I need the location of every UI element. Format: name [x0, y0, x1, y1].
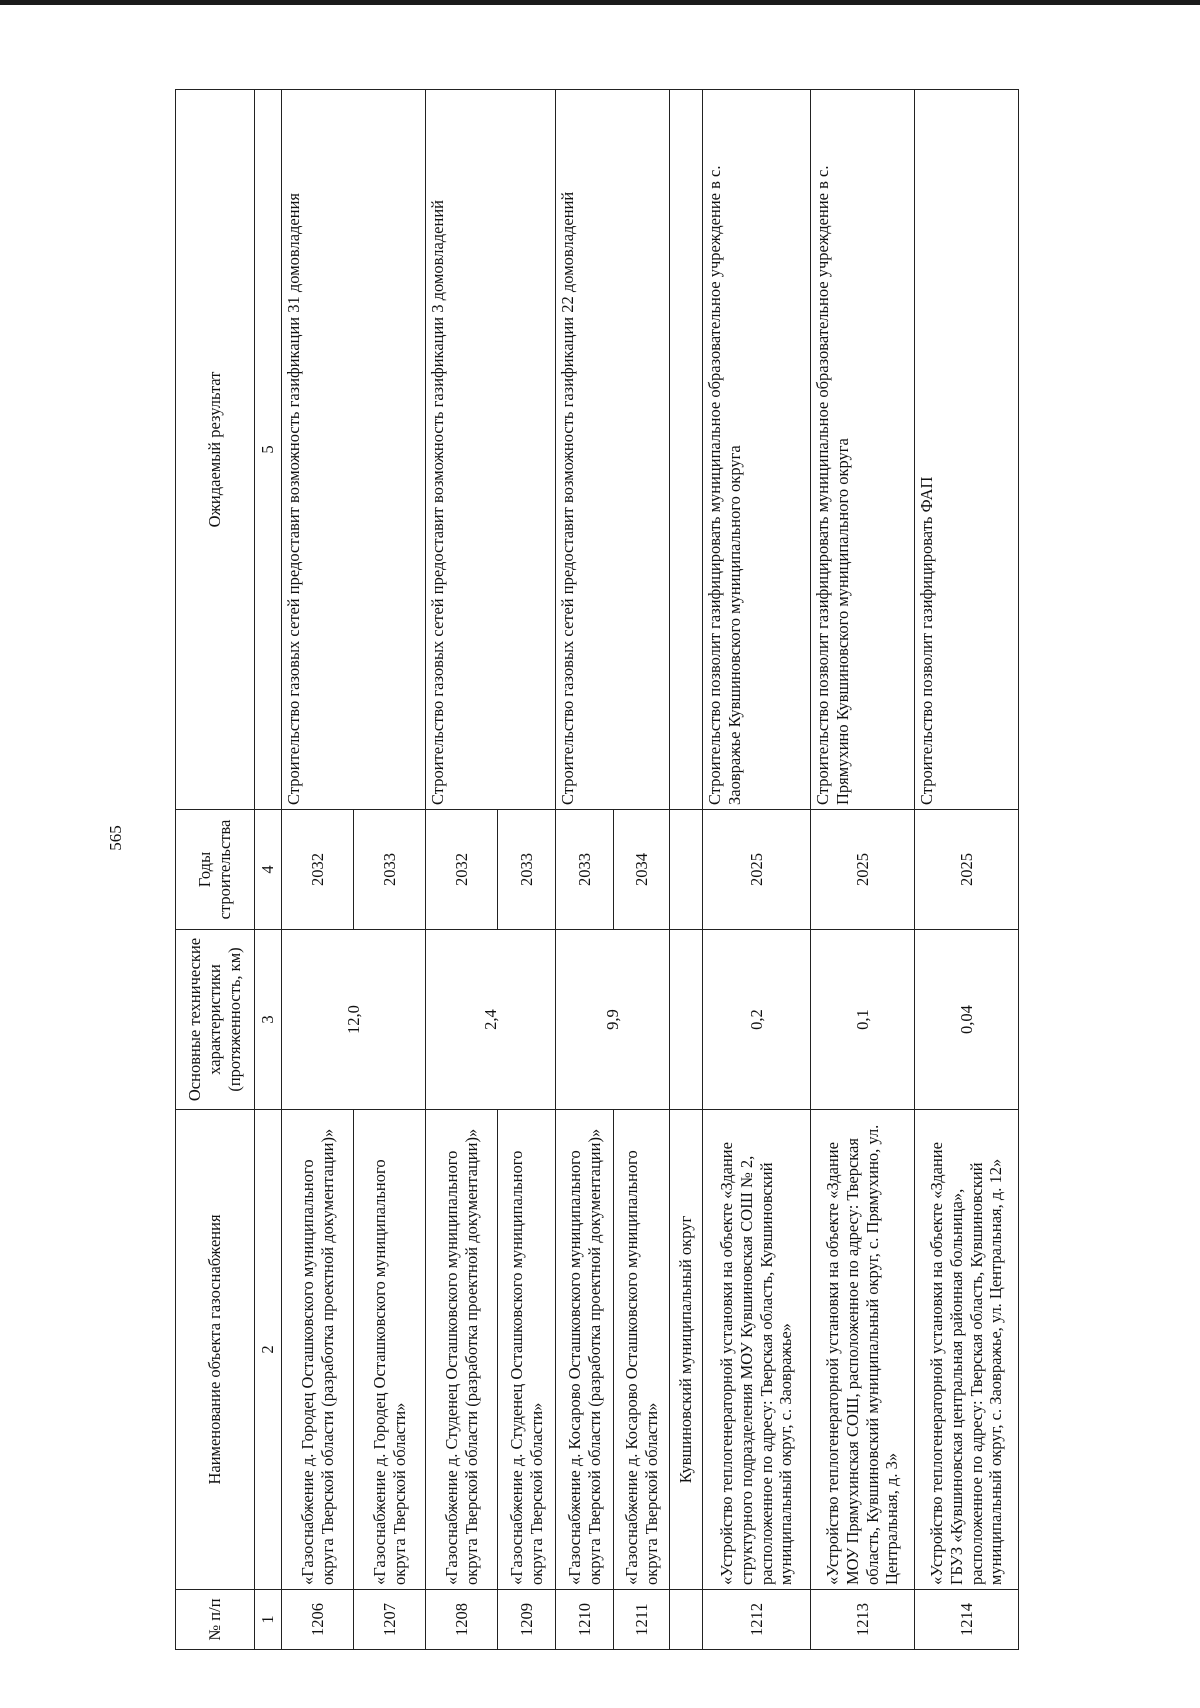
row-number: 1211: [614, 1590, 670, 1650]
construction-year: 2033: [556, 810, 614, 930]
expected-result: Строительство газовых сетей предоставит возможность газификации 3 домовладений: [426, 90, 556, 810]
table-row: [556, 90, 614, 1650]
table-row: [915, 90, 1019, 1650]
object-name: «Газоснабжение д. Городец Осташковского муниципального округа Тверской области»: [354, 1110, 426, 1590]
rotated-table-container: [175, 90, 1200, 1650]
column-number-row: [255, 90, 282, 1650]
expected-result: Строительство позволит газифицировать ФАП: [915, 90, 1019, 810]
scan-edge: [0, 0, 1200, 5]
table-row: [426, 90, 498, 1650]
row-number: 1207: [354, 1590, 426, 1650]
section-empty-cell: [670, 1590, 703, 1650]
column-number: 2: [255, 1110, 282, 1590]
column-number: 4: [255, 810, 282, 930]
construction-year: 2025: [703, 810, 811, 930]
row-number: 1208: [426, 1590, 498, 1650]
object-name: «Газоснабжение д. Студенец Осташковского муниципального округа Тверской области (разработка проектной документации)»: [426, 1110, 498, 1590]
object-length: 0,2: [703, 930, 811, 1110]
header-result: Ожидаемый результат: [176, 90, 255, 810]
expected-result: Строительство газовых сетей предоставит возможность газификации 31 домовладения: [282, 90, 426, 810]
object-name: «Газоснабжение д. Городец Осташковского муниципального округа Тверской области (разработка проектной документации)»: [282, 1110, 354, 1590]
table-row: [282, 90, 354, 1650]
expected-result: Строительство газовых сетей предоставит возможность газификации 22 домовладений: [556, 90, 670, 810]
object-length: 2,4: [426, 930, 556, 1110]
row-number: 1213: [811, 1590, 915, 1650]
page-number: 565: [105, 825, 125, 851]
construction-year: 2032: [426, 810, 498, 930]
section-empty-cell: [670, 90, 703, 810]
section-title: Кувшиновский муниципальный округ: [670, 1110, 703, 1590]
header-row: [176, 90, 255, 1650]
construction-year: 2032: [282, 810, 354, 930]
construction-year: 2033: [354, 810, 426, 930]
row-number: 1206: [282, 1590, 354, 1650]
object-name: «Устройство теплогенераторной установки на объекте «Здание ГБУЗ «Кувшиновская центральная районная больница», расположенное по адресу: Тверская область, Кувшиновский муниципальный округ, с. Заовражье, ул. Центральная, д. 12»: [915, 1110, 1019, 1590]
row-number: 1210: [556, 1590, 614, 1650]
construction-year: 2025: [811, 810, 915, 930]
row-number: 1214: [915, 1590, 1019, 1650]
construction-year: 2025: [915, 810, 1019, 930]
table-row: [811, 90, 915, 1650]
object-name: «Устройство теплогенераторной установки на объекте «Здание структурного подразделения МОУ Кувшиновская СОШ № 2, расположенное по адресу: Тверская область, Кувшиновский муниципальный округ, с. Заовражье»: [703, 1110, 811, 1590]
object-length: 12,0: [282, 930, 426, 1110]
expected-result: Строительство позволит газифицировать муниципальное образовательное учреждение в с. Заовражье Кувшиновского муниципального округа: [703, 90, 811, 810]
section-empty-cell: [670, 930, 703, 1110]
section-empty-cell: [670, 810, 703, 930]
object-name: «Газоснабжение д. Косарово Осташковского муниципального округа Тверской области (разработка проектной документации)»: [556, 1110, 614, 1590]
construction-year: 2034: [614, 810, 670, 930]
object-length: 9,9: [556, 930, 670, 1110]
construction-year: 2033: [498, 810, 556, 930]
expected-result: Строительство позволит газифицировать муниципальное образовательное учреждение в с. Прямухино Кувшиновского муниципального округа: [811, 90, 915, 810]
column-number: 1: [255, 1590, 282, 1650]
header-num: № п/п: [176, 1590, 255, 1650]
gas-supply-table: [175, 89, 1019, 1650]
column-number: 3: [255, 930, 282, 1110]
header-years: Годы строительства: [176, 810, 255, 930]
section-row: [670, 90, 703, 1650]
table-row: [703, 90, 811, 1650]
row-number: 1212: [703, 1590, 811, 1650]
column-number: 5: [255, 90, 282, 810]
row-number: 1209: [498, 1590, 556, 1650]
object-name: «Устройство теплогенераторной установки на объекте «Здание МОУ Прямухинская СОШ, расположенное по адресу: Тверская область, Кувшиновский муниципальный округ, с. Прямухино, ул. Центральная, д. 3»: [811, 1110, 915, 1590]
header-name: Наименование объекта газоснабжения: [176, 1110, 255, 1590]
object-name: «Газоснабжение д. Косарово Осташковского муниципального округа Тверской области»: [614, 1110, 670, 1590]
object-length: 0,1: [811, 930, 915, 1110]
object-name: «Газоснабжение д. Студенец Осташковского муниципального округа Тверской области»: [498, 1110, 556, 1590]
object-length: 0,04: [915, 930, 1019, 1110]
header-tech: Основные технические характеристики (протяженность, км): [176, 930, 255, 1110]
